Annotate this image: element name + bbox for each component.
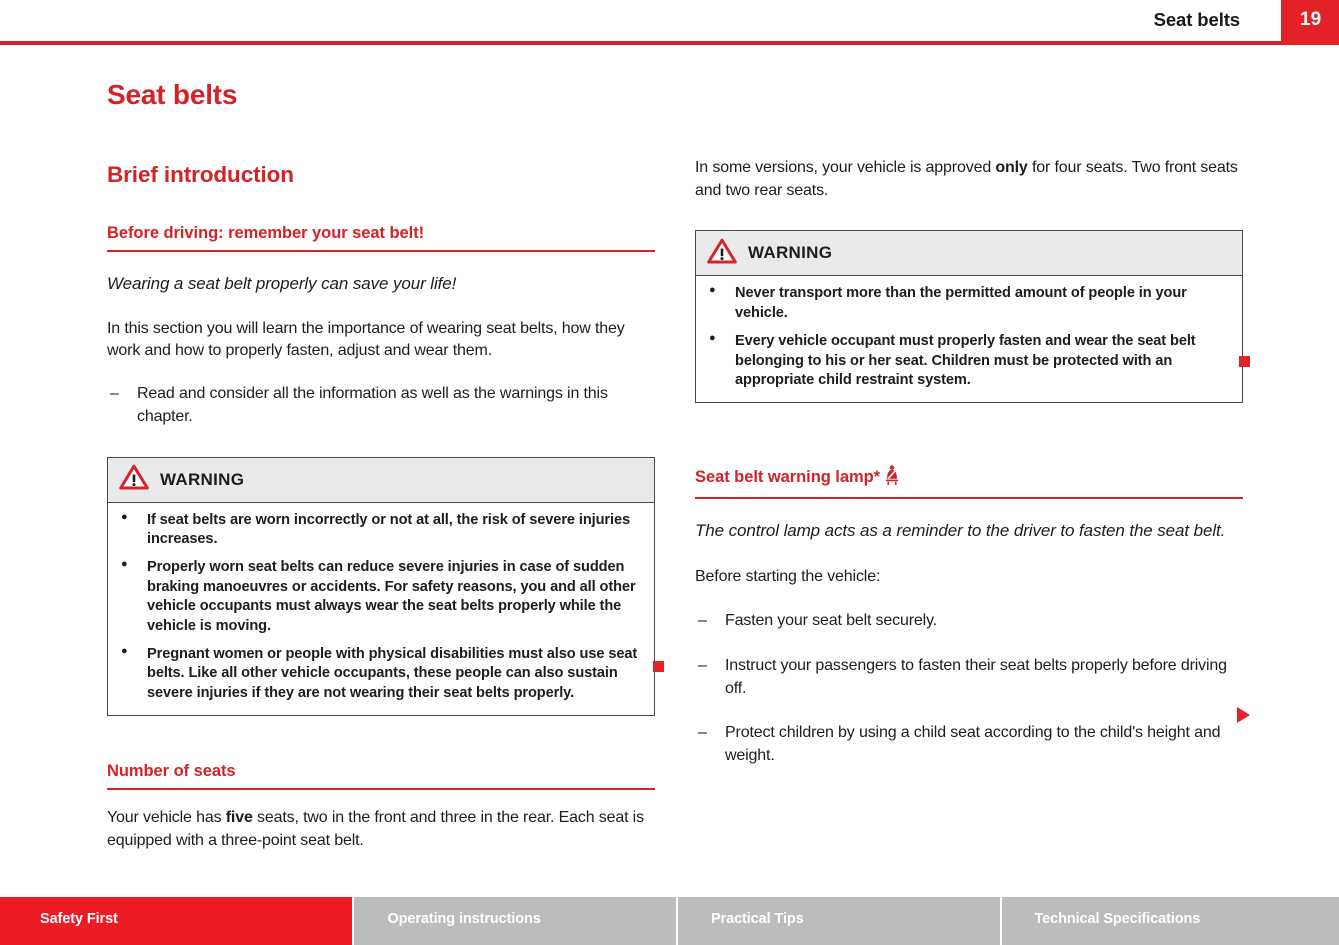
warning-box-body	[696, 276, 1242, 402]
warning-box-left	[107, 457, 655, 717]
subsection-title-before-driving: Before driving: remember your seat belt!	[107, 224, 655, 252]
header-rule	[0, 41, 1281, 45]
subsection-title-number-of-seats: Number of seats	[107, 762, 655, 790]
list-item: – Protect children by using a child seat according to the child's height and weight.	[695, 722, 1243, 767]
seats-text-2: seats, two in the front and three in the rear. Each seat is equipped with a three-point seat belt.	[107, 809, 644, 849]
number-of-seats-paragraph	[107, 807, 655, 852]
right-column	[695, 80, 1243, 768]
left-bullet-list	[107, 383, 655, 428]
warning-item: ● Pregnant women or people with physical disabilities must also use seat belts. Like all other vehicle occupants, these people can also sustain severe injuries if they are not wearing their seat belts properly.	[120, 645, 642, 703]
red-square-marker	[653, 661, 664, 672]
seat-belt-warning-lamp-icon	[884, 465, 900, 490]
page-number: 19	[1300, 9, 1322, 30]
red-triangle-continue-marker	[1237, 707, 1250, 723]
warning-label: WARNING	[748, 243, 833, 263]
intro-paragraph: In this section you will learn the importance of wearing seat belts, how they work and how to properly fasten, adjust and wear them.	[107, 319, 625, 360]
list-item: – Fasten your seat belt securely.	[695, 610, 1243, 633]
warning-triangle-icon	[119, 464, 149, 495]
warning-item: ● Every vehicle occupant must properly fasten and wear the seat belt belonging to his or her seat. Children must be protected with an appropriate child restraint system.	[708, 332, 1230, 390]
versions-text-bold: only	[995, 159, 1028, 176]
warning-item: ● Properly worn seat belts can reduce severe injuries in case of sudden braking manoeuvres or accidents. For safety reasons, you and all other vehicle occupants must always wear the seat belts properly while the vehicle is moving.	[120, 558, 642, 636]
seats-text-bold: five	[225, 809, 253, 827]
seats-text-1: Your vehicle has	[107, 809, 226, 827]
red-square-marker	[1239, 356, 1250, 367]
right-bullet-list	[695, 610, 1243, 768]
warning-box-header	[108, 458, 654, 503]
warning-box-right	[695, 230, 1243, 403]
footer-tab-technical-specifications[interactable]	[1002, 897, 1339, 945]
list-item: – Instruct your passengers to fasten their seat belts properly before driving off.	[695, 655, 1243, 700]
page-header	[0, 0, 1339, 41]
footer-tab-operating-instructions[interactable]	[354, 897, 676, 945]
footer-tab-label: Practical Tips	[710, 911, 804, 927]
footer-tab-label: Operating instructions	[387, 911, 541, 927]
warning-label: WARNING	[160, 469, 245, 489]
left-column	[107, 80, 655, 853]
footer-tab-label: Safety First	[40, 911, 118, 927]
section-title-brief-introduction: Brief introduction	[107, 161, 294, 187]
lamp-title-text: Seat belt warning lamp*	[695, 468, 880, 487]
versions-text-1: In some versions, your vehicle is approved	[695, 159, 996, 176]
warning-triangle-icon	[707, 238, 737, 269]
warning-box-header	[696, 231, 1242, 276]
list-item: – Read and consider all the information as well as the warnings in this chapter.	[107, 383, 655, 428]
versions-paragraph	[695, 157, 1243, 202]
page-number-box	[1281, 0, 1339, 41]
versions-text-2: for four seats. Two front seats and two rear seats.	[695, 159, 1238, 199]
footer-tab-practical-tips[interactable]	[678, 897, 1000, 945]
lead-paragraph: Wearing a seat belt properly can save your life!	[107, 273, 457, 293]
footer-tab-label: Technical Specifications	[1034, 911, 1201, 927]
warning-box-body	[108, 503, 654, 716]
warning-item: ● If seat belts are worn incorrectly or not at all, the risk of severe injuries increases.	[120, 511, 642, 550]
header-chapter-label: Seat belts	[1153, 9, 1240, 30]
footer-tab-bar	[0, 897, 1339, 945]
footer-tab-safety-first[interactable]	[0, 897, 352, 945]
subsection-title-seat-belt-warning-lamp	[695, 465, 1243, 499]
lamp-intro-paragraph: Before starting the vehicle:	[695, 567, 881, 585]
page-title: Seat belts	[107, 79, 238, 110]
lamp-lead-paragraph: The control lamp acts as a reminder to the driver to fasten the seat belt.	[695, 521, 1226, 541]
header-rule-right	[1281, 41, 1339, 45]
warning-item: ● Never transport more than the permitted amount of people in your vehicle.	[708, 284, 1230, 323]
